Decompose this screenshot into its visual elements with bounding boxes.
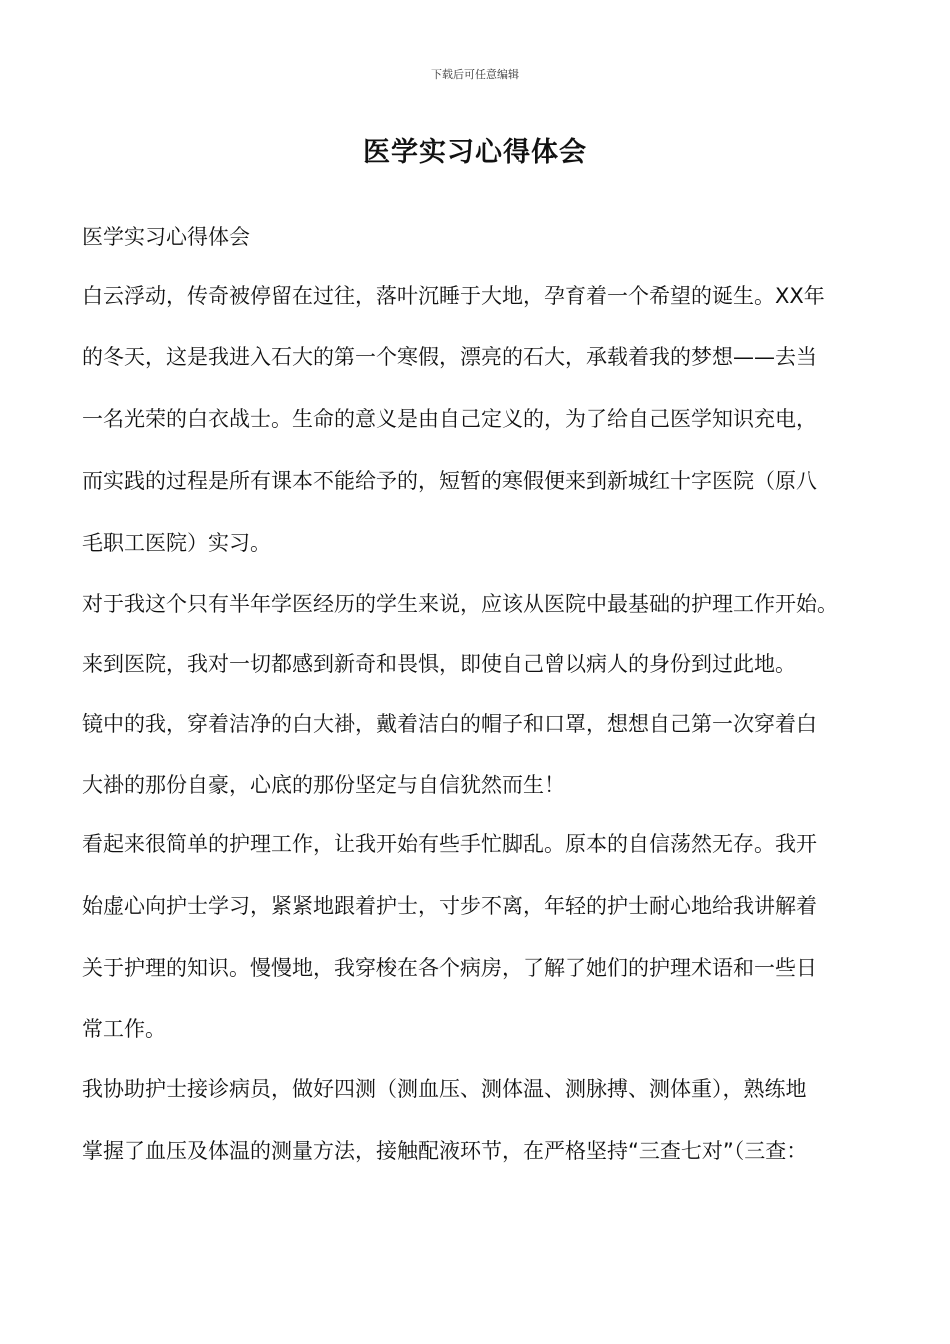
document-title: 医学实习心得体会 xyxy=(363,137,587,168)
paragraph-line: 的冬天，这是我进入石大的第一个寒假，漂亮的石大，承载着我的梦想——去当 xyxy=(82,345,817,369)
paragraph-line: 掌握了血压及体温的测量方法，接触配液环节，在严格坚持“三查七对”（三查： xyxy=(82,1139,808,1163)
paragraph-line: 关于护理的知识。慢慢地，我穿梭在各个病房，了解了她们的护理术语和一些日 xyxy=(82,956,817,980)
paragraph-line: 我协助护士接诊病员，做好四测（测血压、测体温、测脉搏、测体重），熟练地 xyxy=(82,1077,807,1101)
paragraph-line: 而实践的过程是所有课本不能给予的，短暂的寒假便来到新城红十字医院（原八 xyxy=(82,469,817,493)
paragraph-line: 镜中的我，穿着洁净的白大褂，戴着洁白的帽子和口罩，想想自己第一次穿着白 xyxy=(82,712,817,736)
paragraph-line: 常工作。 xyxy=(82,1017,166,1041)
paragraph-line: 看起来很简单的护理工作，让我开始有些手忙脚乱。原本的自信荡然无存。我开 xyxy=(82,832,817,856)
paragraph-line: 对于我这个只有半年学医经历的学生来说，应该从医院中最基础的护理工作开始。 xyxy=(82,592,838,616)
paragraph-line: 白云浮动，传奇被停留在过往，落叶沉睡于大地，孕育着一个希望的诞生。XX年 xyxy=(82,284,825,308)
paragraph-line: 来到医院，我对一切都感到新奇和畏惧，即使自己曾以病人的身份到过此地。 xyxy=(82,652,796,676)
subtitle-line: 医学实习心得体会 xyxy=(82,225,250,249)
paragraph-line: 一名光荣的白衣战士。生命的意义是由自己定义的，为了给自己医学知识充电， xyxy=(82,407,817,431)
paragraph-line: 始虚心向护士学习，紧紧地跟着护士，寸步不离，年轻的护士耐心地给我讲解着 xyxy=(82,894,817,918)
paragraph-line: 大褂的那份自豪，心底的那份坚定与自信犹然而生！ xyxy=(82,773,565,797)
page-header-note: 下载后可任意编辑 xyxy=(431,68,519,81)
paragraph-line: 毛职工医院）实习。 xyxy=(82,531,271,555)
